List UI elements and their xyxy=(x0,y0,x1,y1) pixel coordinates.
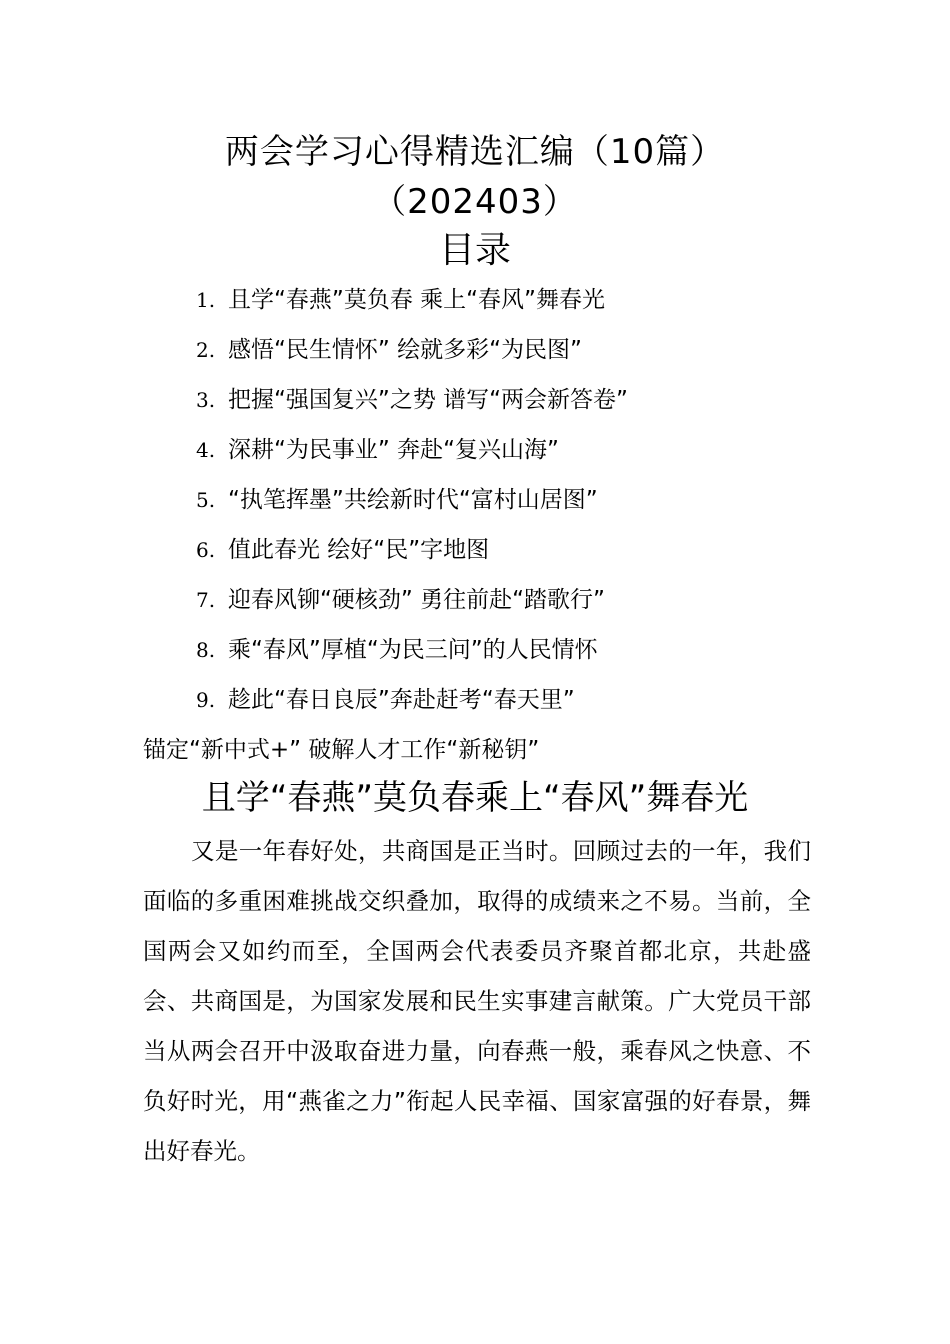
toc-item-text: 深耕“为民事业” 奔赴“复兴山海” xyxy=(228,437,559,463)
toc-item-text: 迎春风铆“硬核劲” 勇往前赴“踏歌行” xyxy=(228,587,605,613)
toc-item[interactable] xyxy=(196,330,628,380)
toc-item-text: “执笔挥墨”共绘新时代“富村山居图” xyxy=(228,487,598,513)
toc-item-number: 5. xyxy=(196,488,216,512)
toc-item-number: 2. xyxy=(196,338,216,362)
toc-item[interactable] xyxy=(196,680,628,730)
toc-item-text: 趁此“春日良辰”奔赴赶考“春天里” xyxy=(228,687,575,713)
toc-item-text: 且学“春燕”莫负春 乘上“春风”舞春光 xyxy=(228,287,605,313)
toc-item[interactable] xyxy=(196,630,628,680)
toc-item[interactable] xyxy=(196,280,628,330)
toc-item-number: 1. xyxy=(196,288,216,312)
toc-item-number: 7. xyxy=(196,588,216,612)
toc-item-text: 把握“强国复兴”之势 谱写“两会新答卷” xyxy=(228,387,628,413)
toc-item-number: 3. xyxy=(196,388,216,412)
toc-item[interactable] xyxy=(196,580,628,630)
document-title: 两会学习心得精选汇编（10篇） xyxy=(224,132,726,172)
toc-heading: 目录 xyxy=(438,230,511,271)
table-of-contents xyxy=(196,280,628,730)
toc-item-number: 8. xyxy=(196,638,216,662)
toc-item-number: 9. xyxy=(196,688,216,712)
toc-item-number: 6. xyxy=(196,538,216,562)
document-date: （202403） xyxy=(372,182,578,222)
toc-item-number: 4. xyxy=(196,438,216,462)
toc-item[interactable] xyxy=(196,480,628,530)
toc-item[interactable] xyxy=(196,380,628,430)
toc-item-unnumbered[interactable]: 锚定“新中式+” 破解人才工作“新秘钥” xyxy=(143,737,540,763)
toc-item[interactable] xyxy=(196,530,628,580)
article-paragraph: 又是一年春好处，共商国是正当时。回顾过去的一年，我们面临的多重困难挑战交织叠加，取得的成绩来之不易。当前，全国两会又如约而至，全国两会代表委员齐聚首都北京，共赴盛会、共商国是，为国家发展和民生实事建言献策。广大党员干部当从两会召开中汲取奋进力量，向春燕一般，乘春风之快意、不负好时光，用“燕雀之力”衔起人民幸福、国家富强的好春景，舞出好春光。 xyxy=(143,837,811,1165)
article-title: 且学“春燕”莫负春乘上“春风”舞春光 xyxy=(201,778,749,818)
toc-item[interactable] xyxy=(196,430,628,480)
toc-item-text: 乘“春风”厚植“为民三问”的人民情怀 xyxy=(228,637,598,663)
toc-item-text: 值此春光 绘好“民”字地图 xyxy=(228,537,490,563)
toc-item-text: 感悟“民生情怀” 绘就多彩“为民图” xyxy=(228,337,582,363)
